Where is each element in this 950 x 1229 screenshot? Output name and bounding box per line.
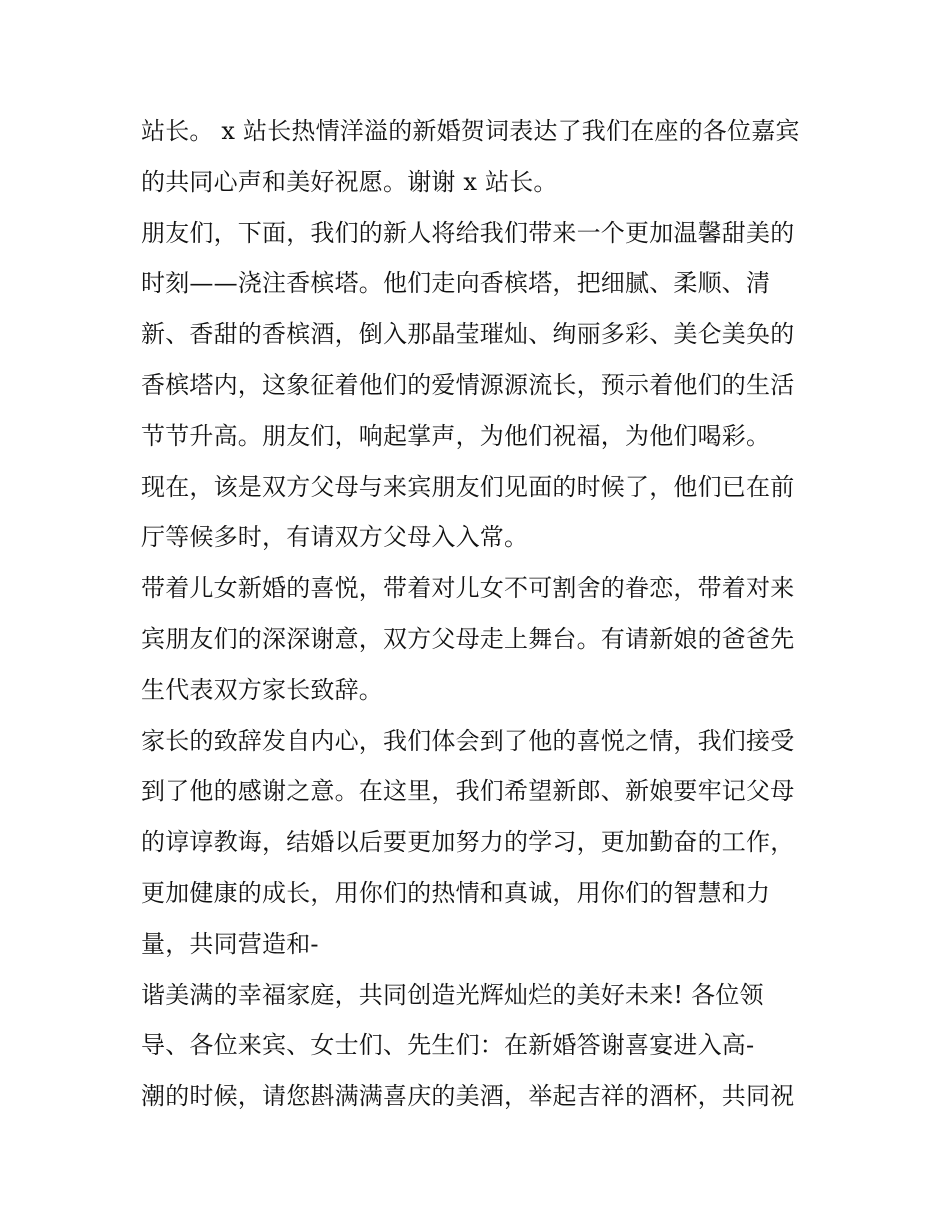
- text-line: 更加健康的成长，用你们的热情和真诚，用你们的智慧和力: [141, 878, 771, 907]
- text-line: 导、各位来宾、女士们、先生们：在新婚答谢喜宴进入高-: [141, 1031, 755, 1060]
- text-line: 生代表双方家长致辞。: [141, 675, 383, 704]
- text-line: 谐美满的幸福家庭，共同创造光辉灿烂的美好未来! 各位领: [141, 980, 764, 1009]
- text-line: 新、香甜的香槟酒，倒入那晶莹璀灿、绚丽多彩、美仑美奂的: [141, 320, 795, 349]
- text-line: 量，共同营造和-: [141, 929, 319, 958]
- text-line: 家长的致辞发自内心，我们体会到了他的喜悦之情，我们接受: [141, 726, 795, 755]
- text-line: 节节升高。朋友们，响起掌声，为他们祝福，为他们喝彩。: [141, 421, 771, 450]
- text-line: 香槟塔内，这象征着他们的爱情源源流长，预示着他们的生活: [141, 370, 795, 399]
- document-body: [141, 106, 821, 1122]
- text-line: 宾朋友们的深深谢意，双方父母走上舞台。有请新娘的爸爸先: [141, 624, 795, 653]
- text-line: 现在，该是双方父母与来宾朋友们见面的时候了，他们已在前: [141, 472, 795, 501]
- text-line: 的共同心声和美好祝愿。谢谢 x 站长。: [141, 167, 558, 196]
- text-line: 站长。 x 站长热情洋溢的新婚贺词表达了我们在座的各位嘉宾: [141, 117, 800, 145]
- text-line: 厅等候多时，有请双方父母入入常。: [141, 523, 529, 552]
- text-line: 到了他的感谢之意。在这里，我们希望新郎、新娘要牢记父母: [141, 777, 795, 806]
- text-line: 潮的时候，请您斟满满喜庆的美酒，举起吉祥的酒杯，共同祝: [141, 1082, 795, 1111]
- text-line: 朋友们，下面，我们的新人将给我们带来一个更加温馨甜美的: [141, 218, 795, 247]
- text-line: 时刻——浇注香槟塔。他们走向香槟塔，把细腻、柔顺、清: [141, 269, 771, 298]
- text-line: 的谆谆教诲，结婚以后要更加努力的学习，更加勤奋的工作，: [141, 828, 795, 857]
- text-line: 带着儿女新婚的喜悦，带着对儿女不可割舍的眷恋，带着对来: [141, 574, 795, 603]
